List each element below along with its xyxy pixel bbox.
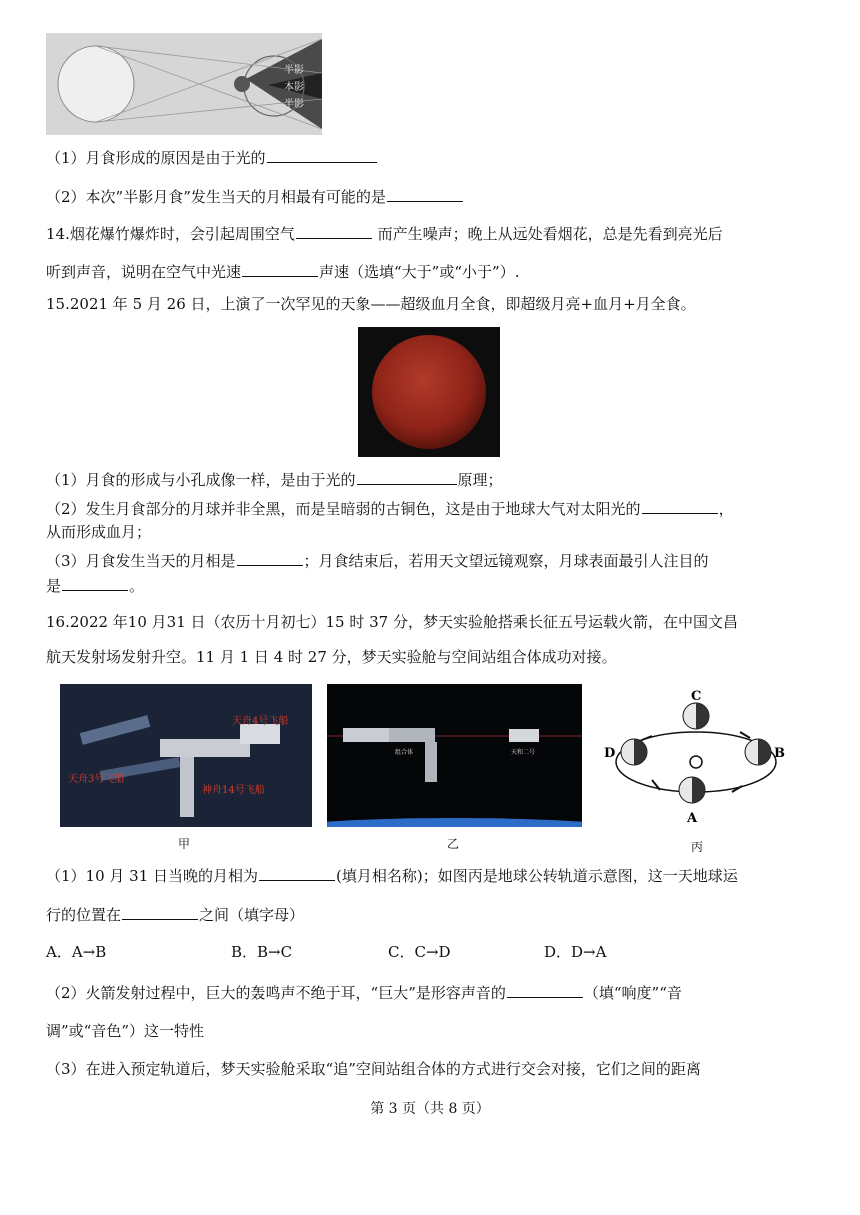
caption-jia: 甲 <box>177 837 190 851</box>
q16-part2-cont: 调”或“音色”）这一特性 <box>46 1022 205 1040</box>
earth-b <box>745 739 785 765</box>
q16-part2: （2）火箭发射过程中，巨大的轰鸣声不绝于耳，“巨大”是形容声音的 （填“响度”“音 <box>46 984 682 1002</box>
label-tianzhou-3: 天舟3号飞船 <box>68 774 125 785</box>
answer-blank[interactable] <box>507 982 583 998</box>
q14-line2: 听到声音，说明在空气中光速 声速（选填“大于”或“小于”）. <box>46 263 520 281</box>
umbra-label: 本影 <box>284 82 304 93</box>
q16-intro-1: 16.2022 年10 月31 日（农历十月初七）15 时 37 分，梦天实验舱搭乘长征五号运载火箭，在中国文昌 <box>46 613 738 631</box>
answer-blank[interactable] <box>357 469 457 485</box>
q16-part1: （1）10 月 31 日当晚的月相为 (填月相名称)；如图丙是地球公转轨道示意图，这一天地球运 <box>46 867 738 885</box>
option-a[interactable]: A．A→B <box>46 943 107 961</box>
eclipse-diagram <box>46 33 322 135</box>
page-footer: 第 3 页（共 8 页） <box>370 1101 490 1117</box>
answer-blank[interactable] <box>242 261 318 277</box>
answer-blank[interactable] <box>296 223 372 239</box>
label-shenzhou-14: 神舟14号飞船 <box>202 785 265 796</box>
q15-part3: （3）月食发生当天的月相是 ；月食结束后，若用天文望远镜观察，月球表面最引人注目的 <box>46 552 709 570</box>
answer-blank[interactable] <box>62 575 128 591</box>
label-tianhe: 天和二号 <box>511 749 536 756</box>
answer-blank[interactable] <box>387 186 463 202</box>
answer-blank[interactable] <box>237 550 303 566</box>
q13-part2: （2）本次”半影月食”发生当天的月相最有可能的是 <box>46 186 816 207</box>
q15-part3-cont: 是 。 <box>46 577 145 595</box>
q15-part2: （2）发生月食部分的月球并非全黑，而是呈暗弱的古铜色，这是由于地球大气对太阳光的 ， <box>46 500 734 518</box>
svg-text:D: D <box>604 746 616 761</box>
q15-part1: （1）月食的形成与小孔成像一样，是由于光的 原理； <box>46 471 503 489</box>
penumbra-label-top: 半影 <box>284 65 304 76</box>
svg-text:A: A <box>687 811 698 826</box>
q16-part3: （3）在进入预定轨道后，梦天实验舱采取“追”空间站组合体的方式进行交会对接，它们之间的距离 <box>46 1060 701 1078</box>
earth-d <box>604 739 647 765</box>
svg-text:B: B <box>774 746 785 761</box>
penumbra-label-bottom: 半影 <box>284 99 304 110</box>
earth-a <box>679 777 705 826</box>
figure-bing-orbit <box>600 684 792 834</box>
answer-blank[interactable] <box>259 865 335 881</box>
q14-line1: 14.烟花爆竹爆炸时，会引起周围空气 而产生噪声；晚上从远处看烟花，总是先看到亮光后 <box>46 225 723 243</box>
earth-c <box>683 689 709 729</box>
blood-moon-photo <box>358 327 500 457</box>
q15-intro: 15.2021 年 5 月 26 日，上演了一次罕见的天象——超级血月全食，即超级月亮+血月+月全食。 <box>46 295 696 313</box>
option-c[interactable]: C．C→D <box>388 943 451 961</box>
caption-bing: 丙 <box>690 840 703 854</box>
answer-blank[interactable] <box>642 498 718 514</box>
label-combination: 组合体 <box>395 749 414 756</box>
q16-intro-2: 航天发射场发射升空。11 月 1 日 4 时 27 分，梦天实验舱与空间站组合体成功对接。 <box>46 648 617 666</box>
eclipse-diagram-svg <box>46 33 322 135</box>
svg-text:C: C <box>691 689 702 704</box>
figure-jia-space-station <box>60 684 312 827</box>
q15-part2-cont: 从而形成血月； <box>46 523 152 541</box>
figure-yi-docking <box>327 684 582 827</box>
answer-blank[interactable] <box>122 904 198 920</box>
answer-blank[interactable] <box>267 147 377 163</box>
caption-yi: 乙 <box>446 837 459 851</box>
label-tianzhou-4: 天舟4号飞船 <box>232 716 289 727</box>
q13-part1: （1）月食形成的原因是由于光的 <box>46 147 816 168</box>
q16-part1-cont: 行的位置在 之间（填字母） <box>46 906 305 924</box>
option-b[interactable]: B．B→C <box>231 943 293 961</box>
option-d[interactable]: D．D→A <box>544 943 607 961</box>
